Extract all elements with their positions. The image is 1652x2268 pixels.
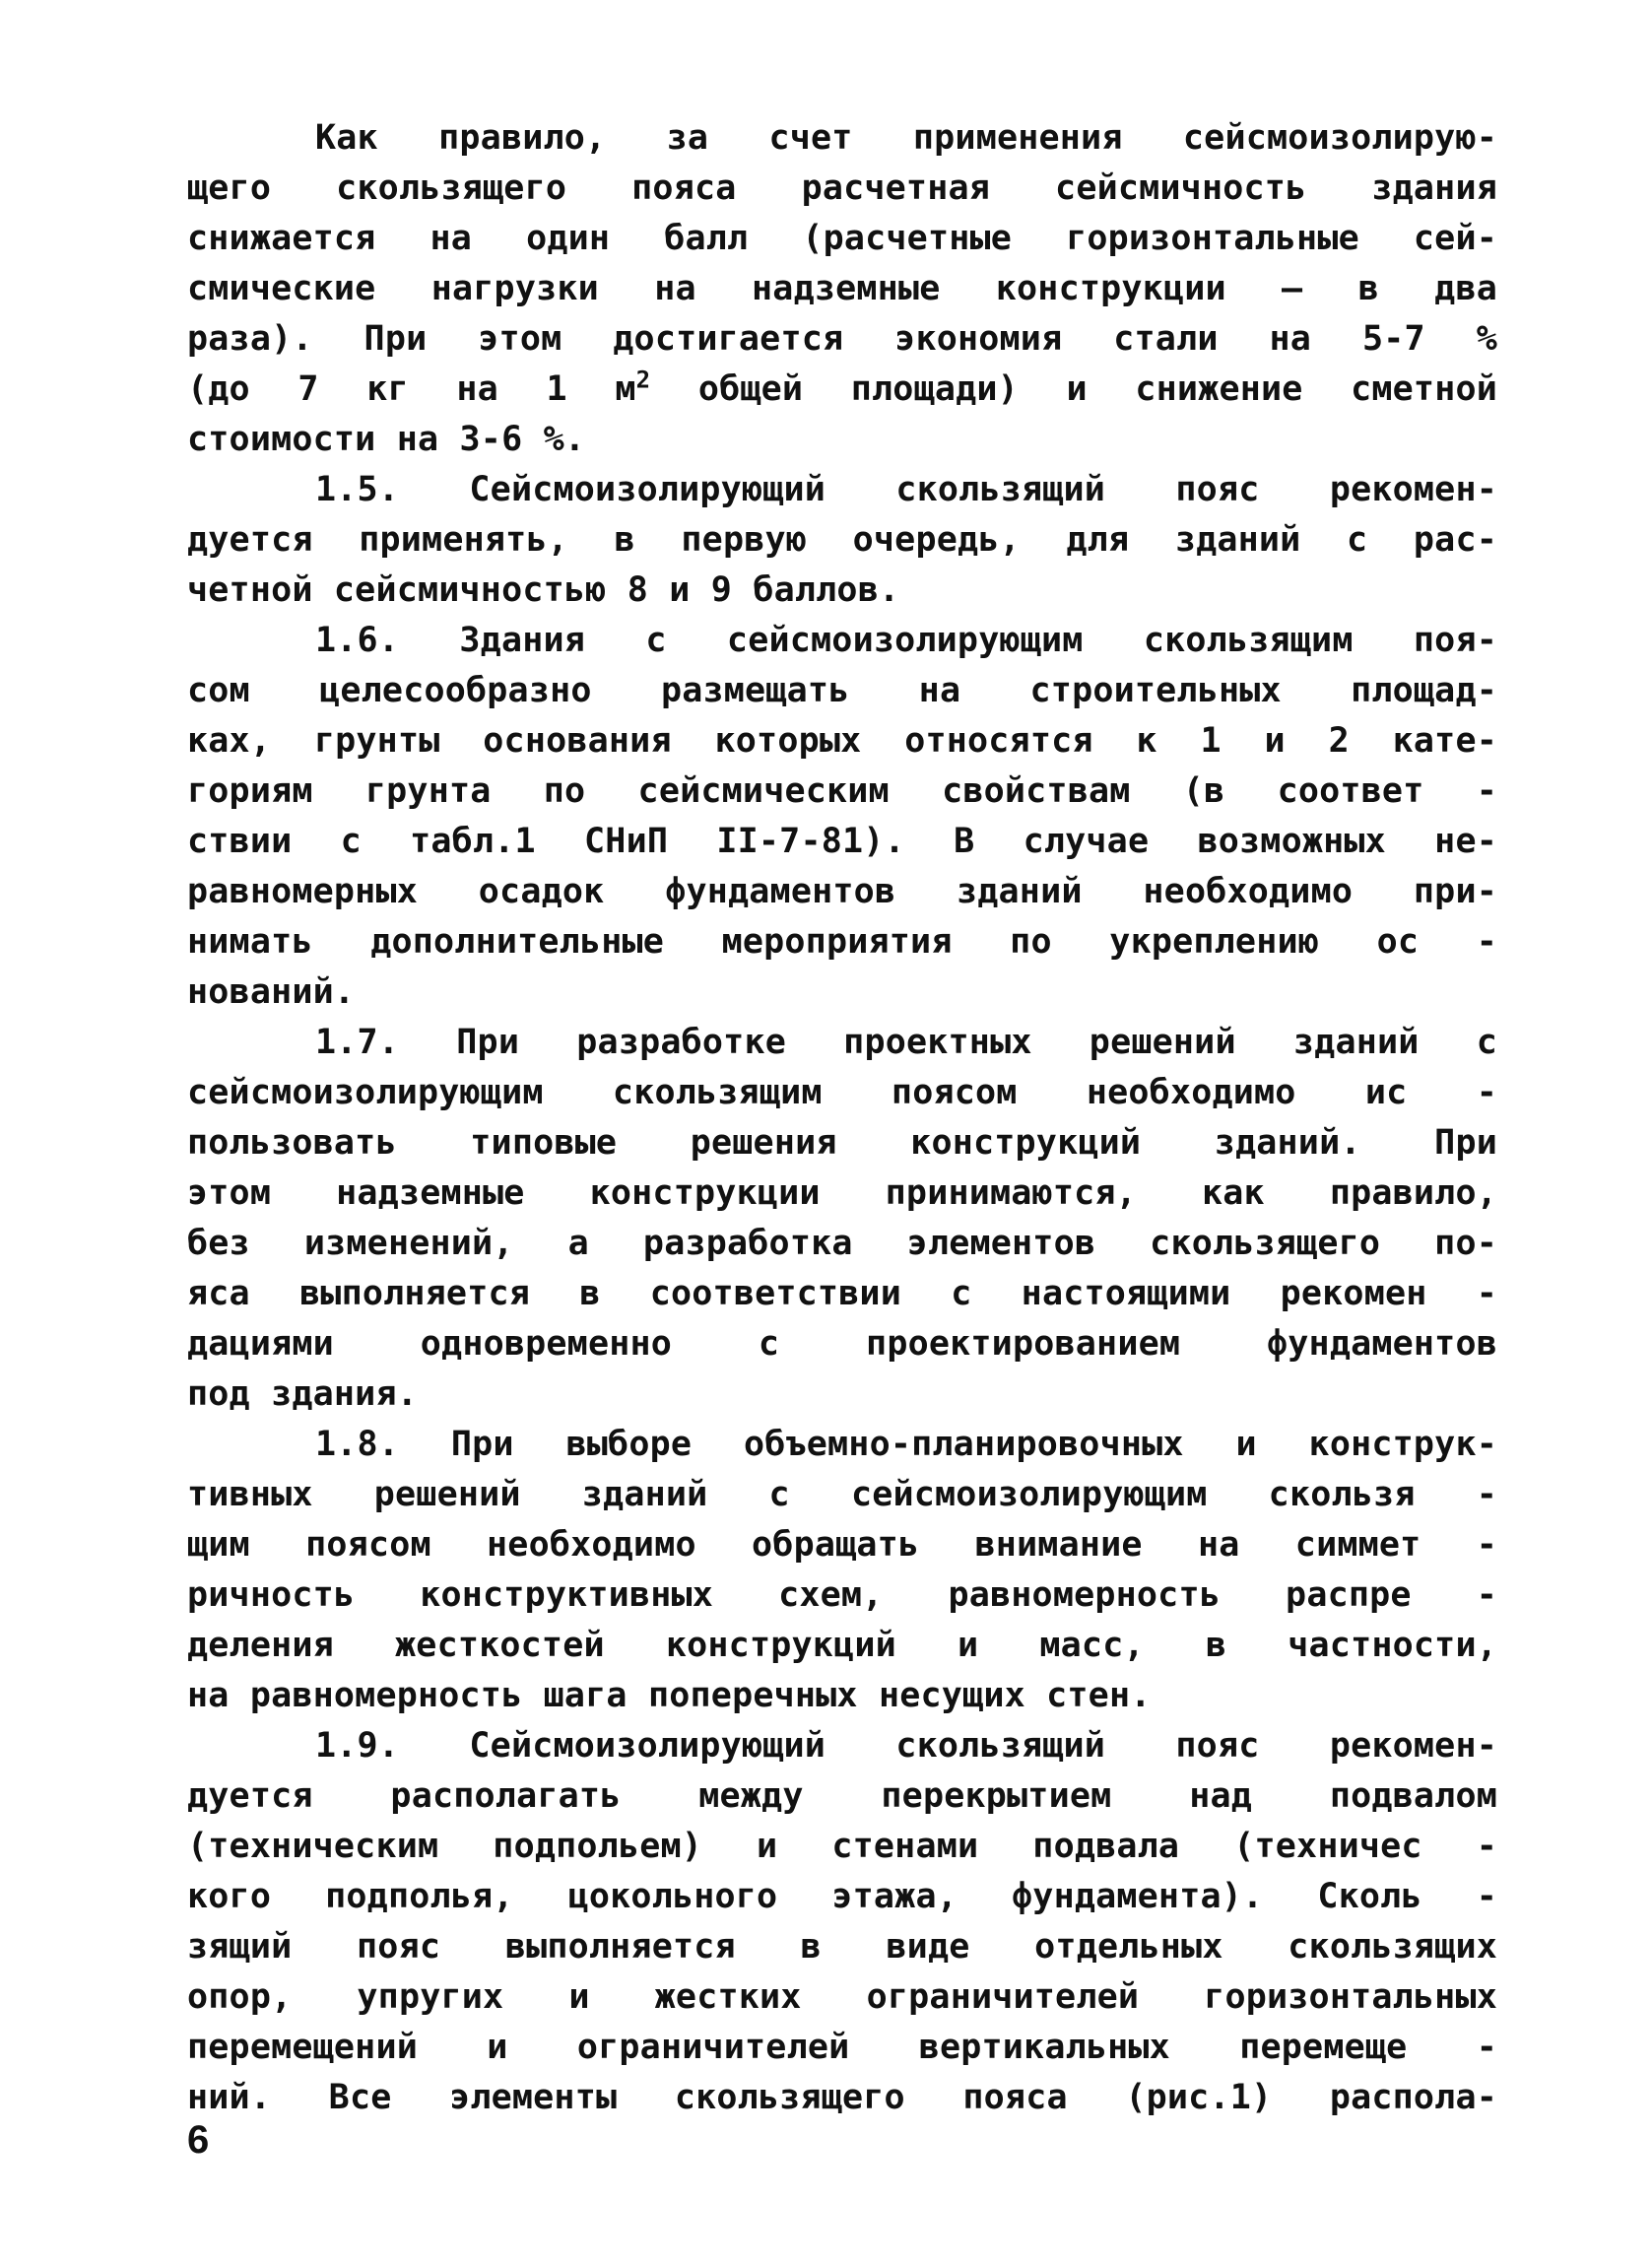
text-line: тивных решений зданий с сейсмоизолирующим скользя - <box>187 1475 1497 1514</box>
text-line: 1.6. Здания с сейсмоизолирующим скользящим поя- <box>315 621 1497 660</box>
text-line: ках, грунты основания которых относятся к 1 и 2 кате- <box>187 721 1497 761</box>
text-line: стоимости на 3-6 %. <box>187 420 586 459</box>
text-line: ричность конструктивных схем, равномерность распре - <box>187 1575 1497 1615</box>
text-line: на равномерность шага поперечных несущих стен. <box>187 1676 1152 1715</box>
paragraph-1-7 <box>187 1018 1497 1420</box>
text-line: яса выполняется в соответствии с настоящими рекомен - <box>187 1274 1497 1313</box>
text-line: щего скользящего пояса расчетная сейсмичность здания <box>187 168 1497 208</box>
text-line: 1.8. При выборе объемно-планировочных и конструк- <box>315 1425 1497 1464</box>
text-line: сейсмоизолирующим скользящим поясом необходимо ис - <box>187 1073 1497 1112</box>
text-line: дуется располагать между перекрытием над подвалом <box>187 1776 1497 1816</box>
paragraph-intro <box>187 113 1497 465</box>
text-line: зящий пояс выполняется в виде отдельных скользящих <box>187 1927 1497 1967</box>
paragraph-1-8 <box>187 1420 1497 1721</box>
text-line: перемещений и ограничителей вертикальных перемеще - <box>187 2028 1497 2067</box>
text-line: дуется применять, в первую очередь, для зданий с рас- <box>187 520 1497 560</box>
page-number: 6 <box>187 2118 210 2162</box>
text-line: снижается на один балл (расчетные горизонтальные сей- <box>187 219 1497 258</box>
text-line: четной сейсмичностью 8 и 9 баллов. <box>187 570 900 610</box>
text-line: (техническим подпольем) и стенами подвала (техничес - <box>187 1827 1497 1866</box>
text-line: раза). При этом достигается экономия стали на 5-7 % <box>187 319 1497 359</box>
text-line: 1.7. При разработке проектных решений зданий с <box>315 1023 1497 1062</box>
text-line: этом надземные конструкции принимаются, как правило, <box>187 1173 1497 1213</box>
text-line: сом целесообразно размещать на строительных площад- <box>187 671 1497 710</box>
text-line: смические нагрузки на надземные конструкции – в два <box>187 269 1497 308</box>
text-line: ний. Все элементы скользящего пояса (рис.1) распола- <box>187 2078 1497 2117</box>
text-fragment: (до 7 кг на 1 м <box>187 369 636 409</box>
text-line: ствии с табл.1 СНиП II-7-81). В случае возможных не- <box>187 822 1497 861</box>
text-line <box>187 365 1497 415</box>
text-line: без изменений, а разработка элементов скользящего по- <box>187 1224 1497 1263</box>
text-line: пользовать типовые решения конструкций зданий. При <box>187 1123 1497 1163</box>
paragraph-1-6 <box>187 616 1497 1018</box>
text-line: 1.9. Сейсмоизолирующий скользящий пояс рекомен- <box>315 1726 1497 1766</box>
text-line: под здания. <box>187 1374 418 1414</box>
text-line: равномерных осадок фундаментов зданий необходимо при- <box>187 872 1497 911</box>
text-line: 1.5. Сейсмоизолирующий скользящий пояс рекомен- <box>315 470 1497 509</box>
paragraph-1-9 <box>187 1721 1497 2123</box>
text-line: нимать дополнительные мероприятия по укреплению ос - <box>187 922 1497 962</box>
body-text <box>187 113 1497 2123</box>
text-line: кого подполья, цокольного этажа, фундамента). Сколь - <box>187 1877 1497 1916</box>
text-line: дациями одновременно с проектированием фундаментов <box>187 1324 1497 1364</box>
superscript-two: 2 <box>635 366 651 394</box>
text-line: опор, упругих и жестких ограничителей горизонтальных <box>187 1977 1497 2017</box>
text-line: деления жесткостей конструкций и масс, в частности, <box>187 1626 1497 1665</box>
text-line: щим поясом необходимо обращать внимание на симмет - <box>187 1525 1497 1565</box>
paragraph-1-5 <box>187 465 1497 616</box>
text-line: гориям грунта по сейсмическим свойствам (в соответ - <box>187 771 1497 811</box>
text-line: нований. <box>187 972 356 1012</box>
text-fragment: общей площади) и снижение сметной <box>697 369 1498 409</box>
text-line: Как правило, за счет применения сейсмоизолирую- <box>315 118 1497 158</box>
